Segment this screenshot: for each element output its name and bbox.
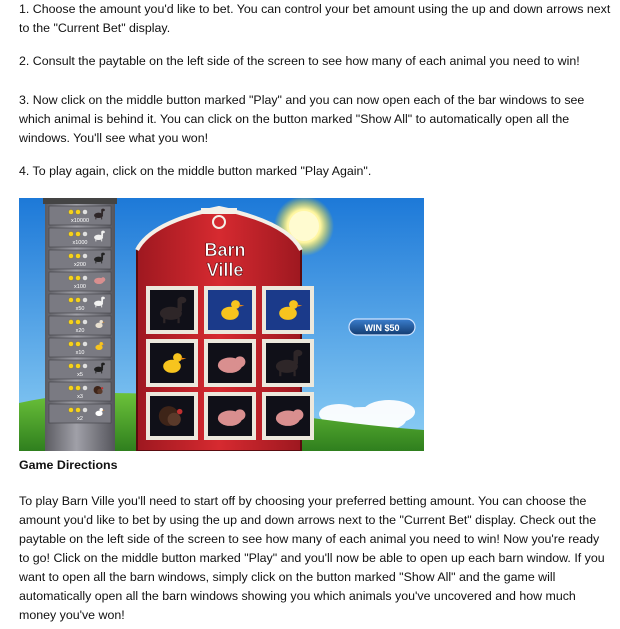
paytable-multiplier: x10000	[70, 218, 90, 224]
paytable-row	[49, 206, 111, 225]
paytable-row	[49, 404, 111, 423]
paytable-multiplier: x2	[77, 416, 83, 422]
paytable-multiplier: x5	[77, 372, 83, 378]
svg-text:WIN $50: WIN $50	[364, 323, 400, 333]
instruction-step-3: 3. Now click on the middle button marked "Play" and you can now open each of the bar windows to see which animal is behind it. You can click on the button marked "Show All" to automatically open all the windows. You'll see what you won!	[19, 93, 585, 145]
paytable-row	[49, 272, 111, 291]
barn	[137, 208, 314, 451]
paytable-multiplier: x1000	[72, 240, 88, 246]
game-directions-body: To play Barn Ville you'll need to start off by choosing your preferred betting amount. You can choose the amount you'd like to bet by using the up and down arrows next to the "Current Bet" display. Check out the paytable on the left side of the screen to see how many of each animal you need to win! Now you're ready to go! Click on the middle button marked "Play" and you'll now be able to open up each barn window. If you want to open all the barn windows, simply click on the button marked "Show All" and the game will automatically open all the barn windows showing you which animals you've uncovered and how much money you've won!	[19, 494, 605, 622]
barn-window[interactable]	[146, 339, 198, 387]
barn-window[interactable]	[204, 339, 256, 387]
instruction-step-4: 4. To play again, click on the middle button marked "Play Again".	[19, 164, 372, 178]
paytable-animal-icon	[94, 386, 104, 394]
barn-window[interactable]	[204, 286, 256, 334]
paytable-multiplier: x3	[77, 394, 83, 400]
barn-window[interactable]	[262, 339, 314, 387]
barn-window[interactable]	[146, 392, 198, 440]
game-screenshot	[19, 198, 424, 451]
paytable-multiplier: x50	[75, 306, 85, 312]
barn-window[interactable]	[204, 392, 256, 440]
game-logo-line2: Ville	[206, 260, 244, 280]
barn-window[interactable]	[146, 286, 198, 334]
game-directions-heading: Game Directions	[19, 458, 118, 472]
paytable-row	[49, 338, 111, 357]
game-logo: Barn	[204, 240, 246, 260]
instruction-step-2: 2. Consult the paytable on the left side of the screen to see how many of each animal you need to win!	[19, 54, 580, 68]
paytable-row	[49, 250, 111, 269]
paytable-row	[49, 294, 111, 313]
paytable-row	[49, 316, 111, 335]
paytable-multiplier: x100	[74, 284, 86, 290]
paytable-multiplier: x200	[74, 262, 86, 268]
paytable-silo	[43, 198, 117, 451]
paytable-row	[49, 360, 111, 379]
barn-window[interactable]	[262, 392, 314, 440]
paytable-row	[49, 228, 111, 247]
turkey-icon	[159, 406, 183, 426]
paytable-multiplier: x10	[75, 350, 85, 356]
win-badge	[349, 319, 415, 335]
barn-window[interactable]	[262, 286, 314, 334]
paytable-row	[49, 382, 111, 401]
paytable-multiplier: x20	[75, 328, 85, 334]
instruction-step-1: 1. Choose the amount you'd like to bet. You can control your bet amount using the up and down arrows next to the "Current Bet" display.	[19, 2, 611, 35]
